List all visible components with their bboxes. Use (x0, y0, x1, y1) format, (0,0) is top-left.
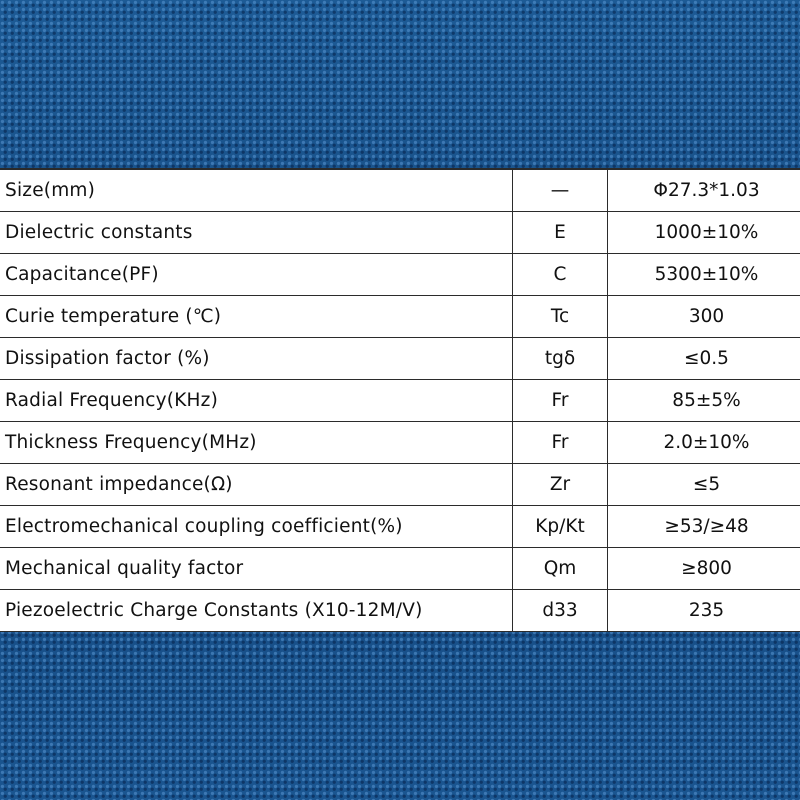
parameter-symbol: E (513, 212, 608, 254)
parameter-value: ≤5 (608, 464, 800, 506)
parameter-value: 235 (608, 590, 800, 632)
table-row (0, 464, 800, 506)
parameter-name: Curie temperature (℃) (0, 296, 513, 338)
parameter-value: ≥53/≥48 (608, 506, 800, 548)
parameter-name: Dielectric constants (0, 212, 513, 254)
parameter-name: Capacitance(PF) (0, 254, 513, 296)
parameter-name: Electromechanical coupling coefficient(%) (0, 506, 513, 548)
parameter-name: Radial Frequency(KHz) (0, 380, 513, 422)
parameter-value: 1000±10% (608, 212, 800, 254)
specification-table (0, 168, 800, 632)
parameter-value: ≥800 (608, 548, 800, 590)
parameter-symbol: Fr (513, 380, 608, 422)
table-row (0, 338, 800, 380)
parameter-symbol: Zr (513, 464, 608, 506)
parameter-name: Thickness Frequency(MHz) (0, 422, 513, 464)
table-row (0, 548, 800, 590)
parameter-value: 2.0±10% (608, 422, 800, 464)
parameter-name: Resonant impedance(Ω) (0, 464, 513, 506)
table-row (0, 254, 800, 296)
parameter-symbol: tgδ (513, 338, 608, 380)
parameter-symbol: Qm (513, 548, 608, 590)
table-row (0, 296, 800, 338)
parameter-name: Size(mm) (0, 169, 513, 212)
parameter-value: ≤0.5 (608, 338, 800, 380)
table-row (0, 169, 800, 212)
parameter-symbol: C (513, 254, 608, 296)
parameter-symbol: Fr (513, 422, 608, 464)
parameter-name: Dissipation factor (%) (0, 338, 513, 380)
parameter-symbol: — (513, 169, 608, 212)
parameter-symbol: Kp/Kt (513, 506, 608, 548)
parameter-symbol: Tc (513, 296, 608, 338)
table-row (0, 506, 800, 548)
parameter-symbol: d33 (513, 590, 608, 632)
parameter-value: 85±5% (608, 380, 800, 422)
parameter-name: Piezoelectric Charge Constants (X10-12M/V) (0, 590, 513, 632)
parameter-name: Mechanical quality factor (0, 548, 513, 590)
table-row (0, 212, 800, 254)
parameter-value: 300 (608, 296, 800, 338)
parameter-value: 5300±10% (608, 254, 800, 296)
table-row (0, 380, 800, 422)
table-row (0, 590, 800, 632)
parameter-value: Φ27.3*1.03 (608, 169, 800, 212)
table-row (0, 422, 800, 464)
